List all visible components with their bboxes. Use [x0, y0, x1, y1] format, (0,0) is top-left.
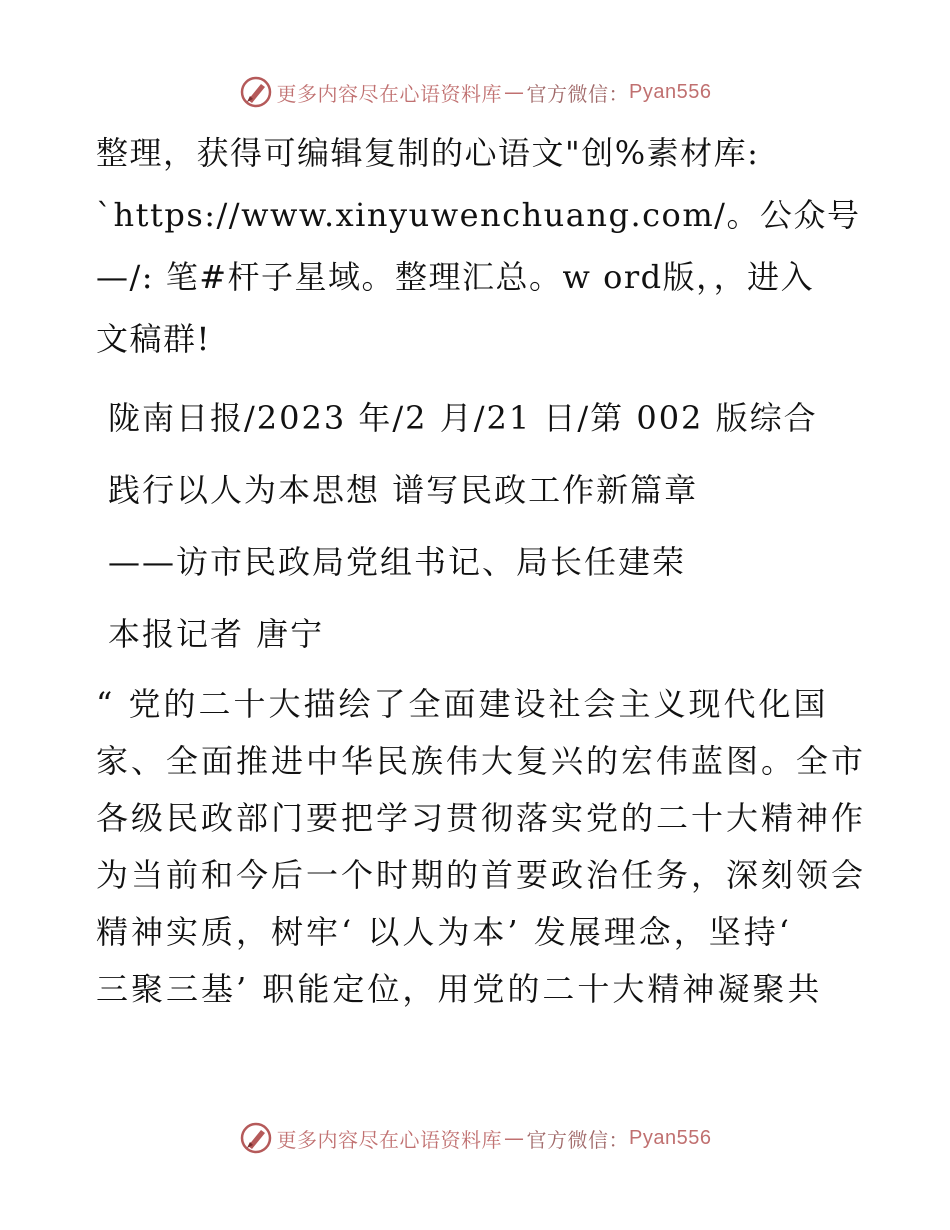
- footer-watermark: [0, 1118, 950, 1158]
- article-title: 践行以人为本思想 谱写民政工作新篇章: [108, 471, 699, 509]
- pen-logo-icon: [239, 75, 273, 109]
- article-subtitle: ——访市民政局党组书记、局长任建荣: [108, 543, 687, 581]
- article-header: [96, 382, 856, 670]
- body-line: 家、全面推进中华民族伟大复兴的宏伟蓝图。全市: [96, 742, 867, 780]
- watermark-site-text: 更多内容尽在心语资料库: [276, 1127, 503, 1152]
- article-source: 陇南日报/2023 年/2 月/21 日/第 002 版综合: [108, 399, 818, 437]
- body-line: 三聚三基’ 职能定位，用党的二十大精神凝聚共: [96, 970, 823, 1008]
- intro-line: 整理，获得可编辑复制的心语文"创%素材库:: [96, 134, 760, 172]
- article-byline: 本报记者 唐宁: [108, 615, 325, 653]
- intro-line: 文稿群!: [96, 320, 211, 358]
- watermark-wechat-id: Pyan556: [629, 80, 712, 103]
- header-watermark: [0, 72, 950, 112]
- intro-line: —/: 笔#杆子星域。整理汇总。w ord版，，进入: [96, 258, 815, 296]
- watermark-wechat-label: 官方微信：: [526, 1127, 630, 1152]
- watermark-wechat-label: 官方微信：: [526, 81, 630, 106]
- body-line: 各级民政部门要把学习贯彻落实党的二十大精神作: [96, 799, 867, 837]
- watermark-site-text: 更多内容尽在心语资料库: [276, 81, 503, 106]
- body-line: 精神实质，树牢‘ 以人为本’ 发展理念，坚持‘: [96, 913, 792, 951]
- watermark-separator: —: [504, 80, 525, 104]
- intro-paragraph: [96, 122, 861, 370]
- document-content: [96, 122, 867, 1018]
- watermark-separator: —: [504, 1126, 525, 1150]
- body-line: 为当前和今后一个时期的首要政治任务，深刻领会: [96, 856, 867, 894]
- watermark-wechat-id: Pyan556: [629, 1126, 712, 1149]
- article-body: [96, 676, 867, 1018]
- intro-line: `https://www.xinyuwenchuang.com/。公众号: [96, 196, 861, 234]
- body-line: “ 党的二十大描绘了全面建设社会主义现代化国: [96, 685, 829, 723]
- pen-logo-icon: [239, 1121, 273, 1155]
